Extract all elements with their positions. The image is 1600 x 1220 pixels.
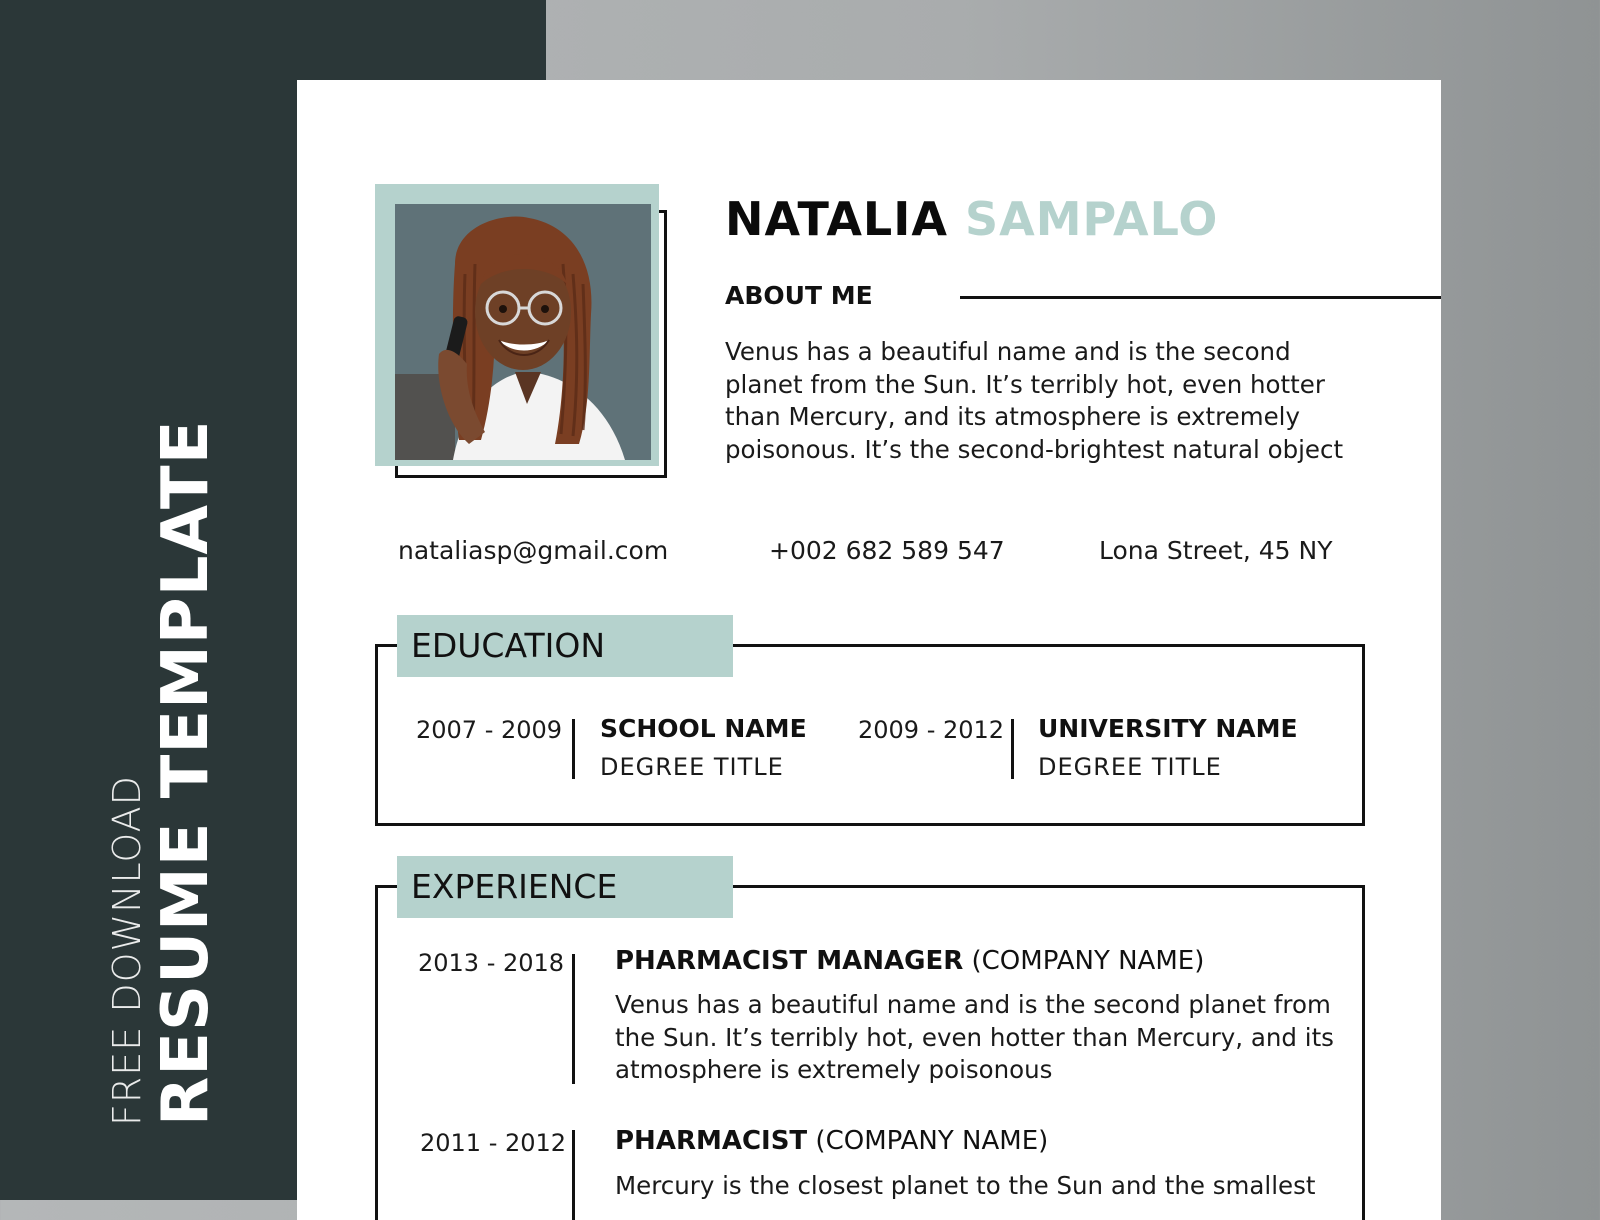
education-degree: DEGREE TITLE [1038, 753, 1222, 781]
vertical-banner [104, 420, 222, 1126]
resume-page [297, 80, 1441, 1220]
education-divider [1011, 719, 1014, 779]
experience-role: PHARMACIST [615, 1126, 808, 1156]
education-school-name: UNIVERSITY NAME [1038, 714, 1298, 743]
banner-subtitle: FREE DOWNLOAD [105, 775, 149, 1126]
first-name: NATALIA [725, 192, 948, 246]
experience-description: Mercury is the closest planet to the Sun and the smallest [615, 1171, 1316, 1200]
about-text: Venus has a beautiful name and is the second planet from the Sun. It’s terribly hot, even hotter than Mercury, and its atmosphere is extremely poisonous. It’s the second-brightest natural object [725, 337, 1344, 464]
education-divider [572, 719, 575, 779]
education-degree: DEGREE TITLE [600, 753, 784, 781]
education-years: 2009 - 2012 [858, 716, 1005, 744]
profile-photo [395, 204, 651, 460]
banner-title: RESUME TEMPLATE [149, 419, 223, 1126]
education-heading: EDUCATION [397, 615, 733, 677]
experience-company: (COMPANY NAME) [807, 1126, 1049, 1156]
contact-address: Lona Street, 45 NY [1099, 536, 1333, 565]
experience-role: PHARMACIST MANAGER [615, 946, 964, 976]
experience-company: (COMPANY NAME) [963, 946, 1205, 976]
experience-description: Venus has a beautiful name and is the second planet from the Sun. It’s terribly hot, even hotter than Mercury, and its atmosphere is extremely poisonous [615, 990, 1334, 1084]
about-divider [960, 296, 1441, 299]
contact-phone: +002 682 589 547 [769, 536, 1005, 565]
education-school-name: SCHOOL NAME [600, 714, 807, 743]
education-years: 2007 - 2009 [416, 716, 563, 744]
experience-heading: EXPERIENCE [397, 856, 733, 918]
portrait-illustration [395, 204, 651, 460]
experience-divider [572, 954, 575, 1084]
experience-title [615, 1126, 1048, 1156]
candidate-name [725, 192, 1218, 246]
experience-title [615, 946, 1204, 976]
last-name: SAMPALO [964, 192, 1219, 246]
experience-years: 2013 - 2018 [418, 949, 565, 977]
contact-email: nataliasp@gmail.com [398, 536, 669, 565]
about-heading: ABOUT ME [725, 281, 873, 310]
experience-years: 2011 - 2012 [420, 1129, 567, 1157]
experience-divider [572, 1130, 575, 1220]
